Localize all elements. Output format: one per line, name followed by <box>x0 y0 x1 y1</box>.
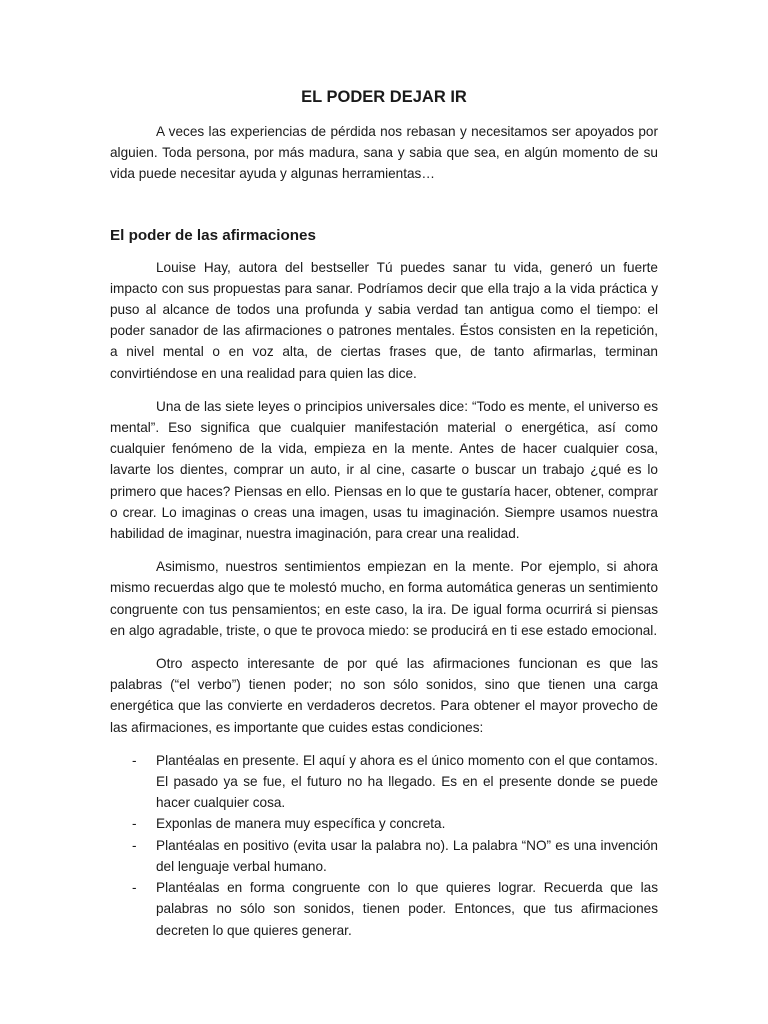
body-paragraph: Una de las siete leyes o principios universales dice: “Todo es mente, el universo es mental”. Eso significa que cualquier manifestación material o energética, así como cualquier fenómeno de la vida, empieza en la mente. Antes de hacer cualquier cosa, lavarte los dientes, comprar un auto, ir al cine, casarte o buscar un trabajo ¿qué es lo primero que haces? Piensas en ello. Piensas en lo que te gustaría hacer, obtener, comprar o crear. Lo imaginas o creas una imagen, usas tu imaginación. Siempre usamos nuestra habilidad de imaginar, nuestra imaginación, para crear una realidad. <box>110 398 658 542</box>
list-item <box>110 877 658 941</box>
document-body <box>110 86 658 941</box>
list-item <box>110 750 658 814</box>
bullet-dash: - <box>132 837 137 853</box>
bullet-dash: - <box>132 752 137 768</box>
list-item-text: Plantéalas en positivo (evita usar la palabra no). La palabra “NO” es una invención del lenguaje verbal humano. <box>156 837 658 874</box>
document-title: EL PODER DEJAR IR <box>301 88 467 106</box>
list-item <box>110 813 658 834</box>
section-heading: El poder de las afirmaciones <box>110 226 316 244</box>
body-paragraph: Asimismo, nuestros sentimientos empiezan en la mente. Por ejemplo, si ahora mismo recuerdas algo que te molestó mucho, en forma automática generas un sentimiento congruente con tus pensamientos; en este caso, la ira. De igual forma ocurrirá si piensas en algo agradable, triste, o que te provoca miedo: se producirá en ti ese estado emocional. <box>110 559 658 638</box>
list-item <box>110 835 658 877</box>
intro-paragraph: A veces las experiencias de pérdida nos rebasan y necesitamos ser apoyados por alguien. Toda persona, por más madura, sana y sabia que sea, en algún momento de su vida puede necesitar ayuda y algunas herramientas… <box>110 124 658 182</box>
list-item-text: Plantéalas en presente. El aquí y ahora es el único momento con el que contamos. El pasado ya se fue, el futuro no ha llegado. Es en el presente donde se puede hacer cualquier cosa. <box>156 752 658 811</box>
bullet-dash: - <box>132 880 137 896</box>
list-item-text: Plantéalas en forma congruente con lo que quieres lograr. Recuerda que las palabras no sólo son sonidos, tienen poder. Entonces, que tus afirmaciones decreten lo que quieres generar. <box>156 880 658 938</box>
bullet-dash: - <box>132 816 137 832</box>
list-item-text: Exponlas de manera muy específica y concreta. <box>156 816 446 832</box>
body-paragraph: Louise Hay, autora del bestseller Tú puedes sanar tu vida, generó un fuerte impacto con sus propuestas para sanar. Podríamos decir que ella trajo a la vida práctica y puso al alcance de todos una profunda y sabia verdad tan antigua como el tiempo: el poder sanador de las afirmaciones o patrones mentales. Éstos consisten en la repetición, a nivel mental o en voz alta, de ciertas frases que, de tanto afirmarlas, terminan convirtiéndose en una realidad para quien las dice. <box>110 259 658 381</box>
conditions-list <box>110 750 658 941</box>
body-paragraph: Otro aspecto interesante de por qué las afirmaciones funcionan es que las palabras (“el verbo”) tienen poder; no son sólo sonidos, sino que tienen una carga energética que las convierte en verdaderos decretos. Para obtener el mayor provecho de las afirmaciones, es importante que cuides estas condiciones: <box>110 656 658 735</box>
